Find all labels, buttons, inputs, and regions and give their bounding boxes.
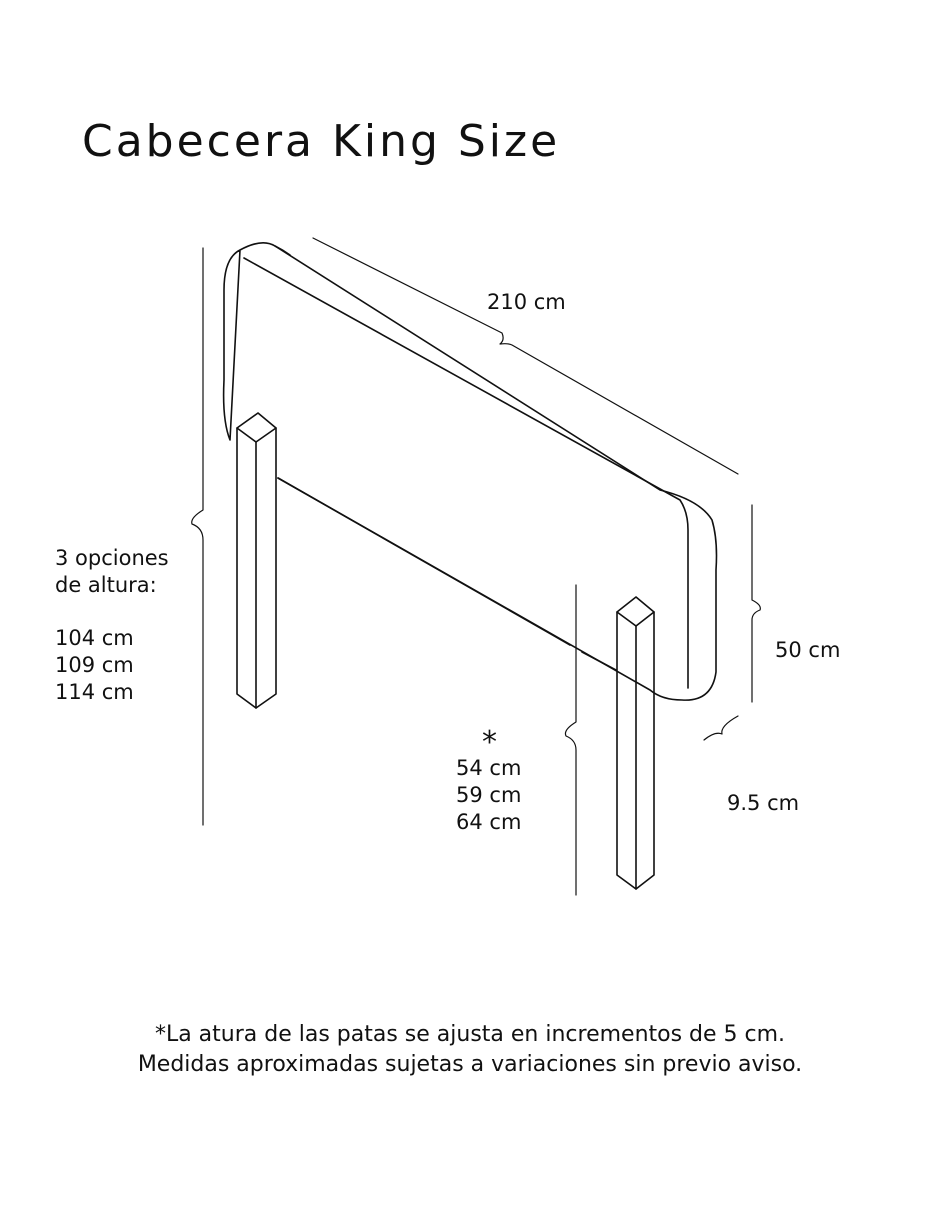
leg-height-option: 64 cm	[456, 810, 522, 834]
total-height-heading-line1: 3 opciones	[55, 546, 169, 570]
panel-height-dimension-line	[752, 505, 760, 702]
total-height-option: 109 cm	[55, 653, 134, 677]
page-title: Cabecera King Size	[82, 116, 561, 167]
total-height-option: 114 cm	[55, 680, 134, 704]
depth-dimension-line	[704, 716, 738, 740]
total-height-option: 104 cm	[55, 626, 134, 650]
footer-line-1: *La atura de las patas se ajusta en incrementos de 5 cm.	[154, 1022, 786, 1047]
right-leg	[617, 597, 654, 889]
footer-line-2: Medidas aproximadas sujetas a variaciones sin previo aviso.	[137, 1052, 803, 1077]
panel-height-label: 50 cm	[775, 638, 841, 662]
left-leg	[237, 413, 276, 708]
leg-height-option: 59 cm	[456, 783, 522, 807]
width-label: 210 cm	[487, 290, 566, 314]
depth-label: 9.5 cm	[727, 791, 800, 815]
width-dimension-line	[313, 238, 738, 474]
headboard-top-edge	[244, 258, 688, 688]
leg-height-label	[456, 755, 521, 836]
total-height-heading-line2: de altura:	[55, 573, 157, 597]
leg-height-marker: *	[482, 725, 497, 760]
headboard-top-back-edge	[275, 246, 290, 255]
total-height-label	[55, 545, 169, 706]
footer-note	[0, 1020, 940, 1080]
leg-height-dimension-line	[565, 585, 576, 895]
total-height-dimension-line	[192, 248, 203, 825]
headboard-panel	[224, 243, 717, 700]
leg-height-option: 54 cm	[456, 756, 522, 780]
